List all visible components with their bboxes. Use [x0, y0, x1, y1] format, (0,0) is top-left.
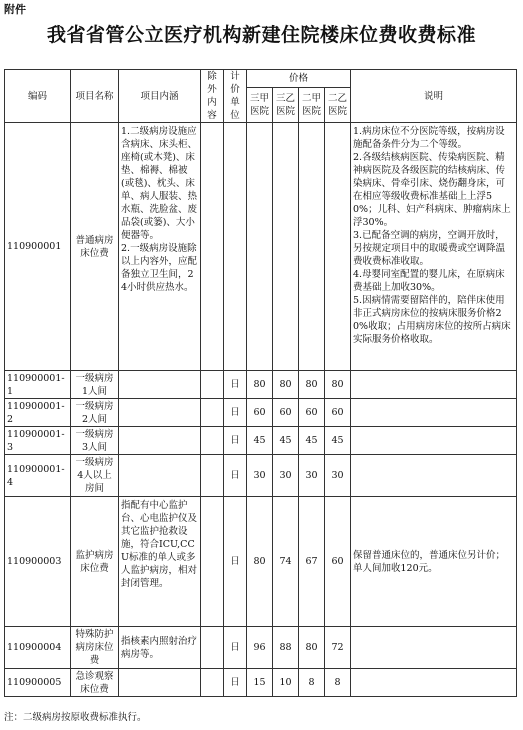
cell-content	[119, 399, 201, 427]
cell-unit: 日	[224, 627, 247, 669]
header-price-level: 三乙医院	[273, 88, 299, 123]
footnote: 注：二级病房按原收费标准执行。	[4, 712, 147, 723]
cell-price: 8	[299, 669, 325, 697]
cell-remark	[351, 399, 517, 427]
cell-name: 普通病房床位费	[71, 123, 119, 371]
cell-price: 80	[325, 371, 351, 399]
cell-price: 45	[247, 427, 273, 455]
cell-price: 45	[299, 427, 325, 455]
cell-content	[119, 455, 201, 497]
table-row	[5, 455, 517, 497]
cell-exclusions	[201, 669, 224, 697]
cell-name: 一级病房3人间	[71, 427, 119, 455]
cell-remark	[351, 455, 517, 497]
cell-exclusions	[201, 455, 224, 497]
table-row	[5, 123, 517, 371]
cell-price: 80	[273, 371, 299, 399]
header-name: 项目名称	[71, 70, 119, 123]
cell-name: 特殊防护病房床位费	[71, 627, 119, 669]
cell-code: 110900001-1	[5, 371, 71, 399]
cell-code: 110900001-2	[5, 399, 71, 427]
cell-price: 60	[325, 399, 351, 427]
cell-price: 60	[299, 399, 325, 427]
header-price-level: 二乙医院	[325, 88, 351, 123]
header-remark: 说明	[351, 70, 517, 123]
cell-remark: 保留普通床位的，普通床位另计价；单人间加收120元。	[351, 497, 517, 627]
cell-content: 1.二级病房设施应含病床、床头柜、座椅(或木凳)、床垫、棉褥、棉被(或毯)、枕头、床单、病人服装、热水瓶、洗脸盆、废品袋(或篓)、大小便器等。 2.一级病房设施除以上内容外，应配备独立卫生间，24小时供应热水。	[119, 123, 201, 371]
table-row	[5, 497, 517, 627]
cell-remark	[351, 427, 517, 455]
cell-exclusions	[201, 399, 224, 427]
cell-code: 110900005	[5, 669, 71, 697]
header-code: 编码	[5, 70, 71, 123]
cell-remark	[351, 371, 517, 399]
header-content: 项目内涵	[119, 70, 201, 123]
cell-price: 60	[247, 399, 273, 427]
attachment-label: 附件	[4, 3, 26, 16]
cell-unit: 日	[224, 399, 247, 427]
cell-price: 60	[273, 399, 299, 427]
cell-price: 72	[325, 627, 351, 669]
cell-exclusions	[201, 123, 224, 371]
table-row	[5, 669, 517, 697]
cell-name: 一级病房2人间	[71, 399, 119, 427]
cell-exclusions	[201, 497, 224, 627]
cell-price: 30	[247, 455, 273, 497]
cell-name: 监护病房床位费	[71, 497, 119, 627]
table-row	[5, 371, 517, 399]
cell-price	[273, 123, 299, 371]
cell-price: 74	[273, 497, 299, 627]
cell-exclusions	[201, 371, 224, 399]
cell-content: 指核素内照射治疗病房等。	[119, 627, 201, 669]
cell-price: 30	[325, 455, 351, 497]
header-unit: 计价单位	[224, 70, 247, 123]
cell-code: 110900004	[5, 627, 71, 669]
header-price: 价格	[247, 70, 351, 88]
table-row	[5, 627, 517, 669]
page-title: 我省省管公立医疗机构新建住院楼床位费收费标准	[46, 24, 476, 46]
header-price-level: 三甲医院	[247, 88, 273, 123]
cell-unit: 日	[224, 669, 247, 697]
cell-content	[119, 371, 201, 399]
cell-code: 110900003	[5, 497, 71, 627]
cell-price: 8	[325, 669, 351, 697]
cell-unit: 日	[224, 497, 247, 627]
cell-name: 一级病房1人间	[71, 371, 119, 399]
cell-price: 60	[325, 497, 351, 627]
cell-price: 80	[247, 371, 273, 399]
cell-remark	[351, 627, 517, 669]
cell-exclusions	[201, 427, 224, 455]
cell-content: 指配有中心监护台、心电监护仪及其它监护抢救设施，符合ICU,CCU标准的单人或多人监护病房，相对封闭管理。	[119, 497, 201, 627]
cell-price: 15	[247, 669, 273, 697]
cell-price: 88	[273, 627, 299, 669]
cell-price: 45	[273, 427, 299, 455]
cell-unit: 日	[224, 371, 247, 399]
cell-exclusions	[201, 627, 224, 669]
cell-unit	[224, 123, 247, 371]
cell-name: 急诊观察床位费	[71, 669, 119, 697]
table-row	[5, 399, 517, 427]
cell-name: 一级病房4人以上房间	[71, 455, 119, 497]
cell-code: 110900001	[5, 123, 71, 371]
cell-price	[247, 123, 273, 371]
cell-unit: 日	[224, 427, 247, 455]
fee-table	[4, 69, 517, 697]
header-price-level: 二甲医院	[299, 88, 325, 123]
cell-price: 96	[247, 627, 273, 669]
table-row	[5, 427, 517, 455]
cell-price: 80	[299, 371, 325, 399]
cell-price: 10	[273, 669, 299, 697]
header-exclusions: 除外内容	[201, 70, 224, 123]
cell-remark	[351, 669, 517, 697]
cell-price: 30	[273, 455, 299, 497]
cell-price: 30	[299, 455, 325, 497]
cell-unit: 日	[224, 455, 247, 497]
cell-price	[299, 123, 325, 371]
cell-code: 110900001-4	[5, 455, 71, 497]
cell-price: 80	[247, 497, 273, 627]
cell-remark: 1.病房床位不分医院等级，按病房设施配备条件分为二个等级。 2.各级结核病医院、传染病医院、精神病医院及各级医院的结核病床、传染病床、骨牵引床、烧伤翻身床，可在相应等级收费标准基础上上浮50%；儿科、妇产科病床、肿瘤病床上浮30%。 3.已配备空调的病房，空调开放时，另按规定项目中的取暖费或空调降温费收费标准收取。 4.母婴同室配置的婴儿床，在原病床费基础上加收30%。 5.因病情需要留陪伴的，陪伴床使用非正式病房床位的按病床服务价格20%收取；占用病房床位的按所占病床实际服务价格收取。	[351, 123, 517, 371]
cell-code: 110900001-3	[5, 427, 71, 455]
cell-price: 67	[299, 497, 325, 627]
cell-price: 80	[299, 627, 325, 669]
cell-content	[119, 669, 201, 697]
cell-content	[119, 427, 201, 455]
cell-price: 45	[325, 427, 351, 455]
cell-price	[325, 123, 351, 371]
